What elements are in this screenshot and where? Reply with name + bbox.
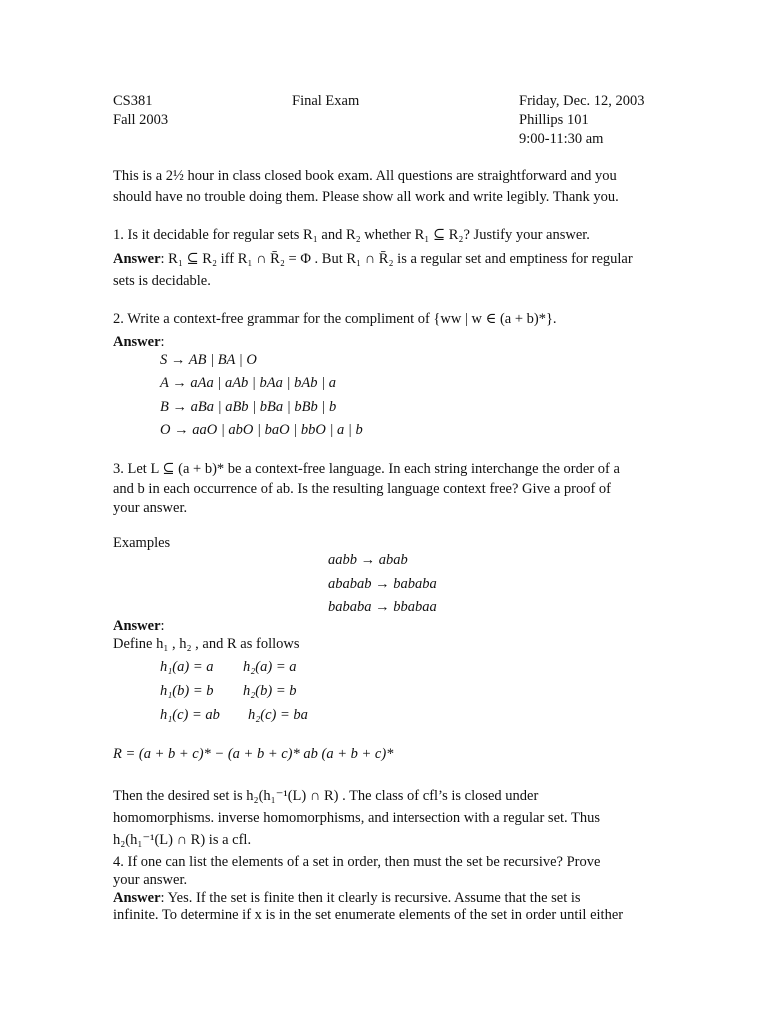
q3-line-1: 3. Let L ⊆ (a + b)* be a context-free language. In each string interchange the order of a <box>113 461 620 477</box>
h1-def-a: h₁(a) = a <box>160 659 214 675</box>
then-line-2: homomorphisms. inverse homomorphisms, and intersection with a regular set. Thus <box>113 810 601 826</box>
q1-question: 1. Is it decidable for regular sets R₁ and R₂ whether R₁ ⊆ R₂? Justify your answer. <box>113 227 590 243</box>
intro-line-1: This is a 2½ hour in class closed book exam. All questions are straightforward and you <box>113 168 617 184</box>
q4-line-1: 4. If one can list the elements of a set in order, then must the set be recursive? Prove <box>113 854 601 870</box>
course-code: CS381 <box>113 93 153 109</box>
h2-def-a: h₂(a) = a <box>243 659 297 675</box>
define-line: Define h₁ , h₂ , and R as follows <box>113 636 300 652</box>
example-1: aabb → abab <box>328 552 408 568</box>
q4-answer-label: Answer <box>113 890 161 906</box>
then-line-3: h₂(h₁⁻¹(L) ∩ R) is a cfl. <box>113 832 252 848</box>
q2-answer-line: Answer: <box>113 334 165 350</box>
example-2: ababab → bababa <box>328 576 437 592</box>
course-term: Fall 2003 <box>113 112 169 128</box>
q4-answer-text: : Yes. If the set is finite then it clearly is recursive. Assume that the set is <box>160 890 581 906</box>
examples-label: Examples <box>113 535 171 551</box>
exam-time: 9:00-11:30 am <box>519 131 604 147</box>
r-definition: R = (a + b + c)* − (a + b + c)* ab (a + b + c)* <box>113 746 394 762</box>
example-3: bababa → bbabaa <box>328 599 437 615</box>
h2-def-c: h₂(c) = ba <box>248 707 308 723</box>
q1-answer-line-2: sets is decidable. <box>113 273 211 289</box>
h1-def-c: h₁(c) = ab <box>160 707 220 723</box>
q2-answer-label: Answer <box>113 334 161 350</box>
q3-answer-label: Answer <box>113 618 161 634</box>
grammar-rule-a: A → aAa | aAb | bAa | bAb | a <box>160 375 336 391</box>
grammar-rule-s: S → AB | BA | O <box>160 352 257 368</box>
q1-answer-line-1 <box>113 250 633 269</box>
q2-question: 2. Write a context-free grammar for the compliment of {ww | w ∈ (a + b)*}. <box>113 311 557 327</box>
q1-answer-label: Answer <box>113 251 161 267</box>
q4-answer-line-2: infinite. To determine if x is in the set enumerate elements of the set in order until either <box>113 907 624 923</box>
h2-def-b: h₂(b) = b <box>243 683 297 699</box>
q3-answer-line: Answer: <box>113 618 165 634</box>
grammar-rule-o: O → aaO | abO | baO | bbO | a | b <box>160 422 363 438</box>
q3-line-3: your answer. <box>113 500 188 516</box>
grammar-rule-b: B → aBa | aBb | bBa | bBb | b <box>160 399 337 415</box>
q1-answer-text: : R₁ ⊆ R₂ iff R₁ ∩ R̄₂ = Φ . But R₁ ∩ R̄₂ is a regular set and emptiness for regular <box>160 251 633 267</box>
q3-line-2: and b in each occurrence of ab. Is the resulting language context free? Give a proof of <box>113 481 612 497</box>
exam-title: Final Exam <box>292 93 360 109</box>
q4-line-2: your answer. <box>113 872 188 888</box>
then-line-1: Then the desired set is h₂(h₁⁻¹(L) ∩ R) . The class of cfl’s is closed under <box>113 788 539 804</box>
h1-def-b: h₁(b) = b <box>160 683 214 699</box>
exam-room: Phillips 101 <box>519 112 589 128</box>
exam-date: Friday, Dec. 12, 2003 <box>519 93 645 109</box>
intro-line-2: should have no trouble doing them. Please show all work and write legibly. Thank you. <box>113 189 619 205</box>
